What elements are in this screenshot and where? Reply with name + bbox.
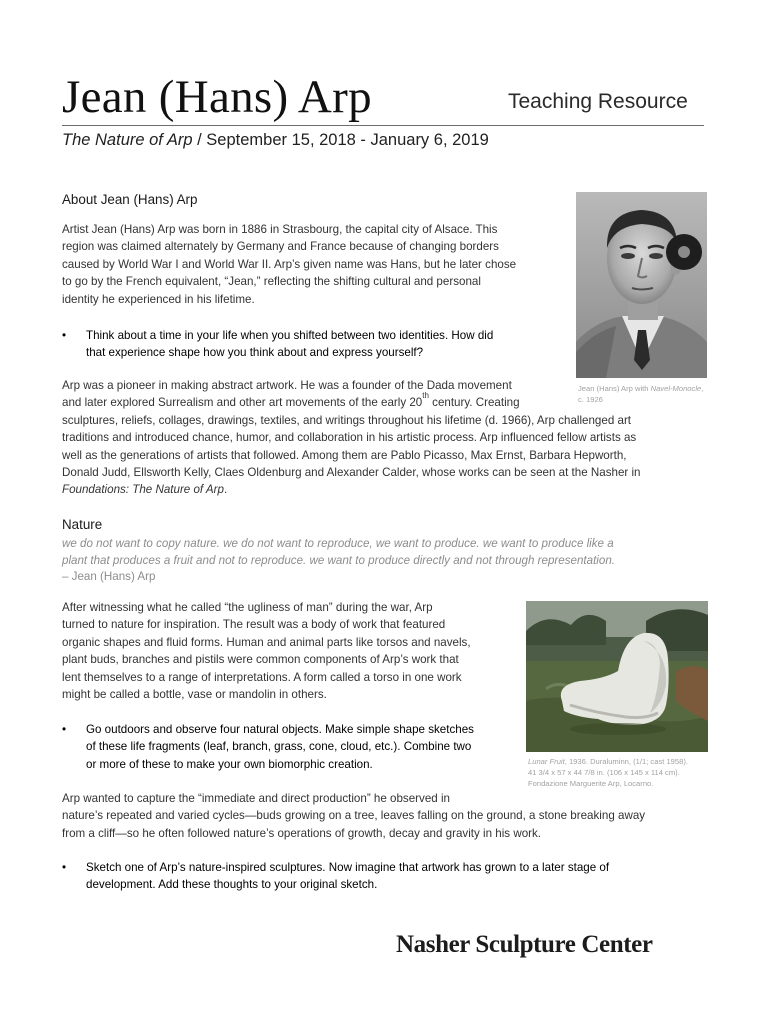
text-line: plant buds, branches and pistils were common components of Arp’s work that bbox=[62, 653, 459, 667]
about-heading: About Jean (Hans) Arp bbox=[62, 192, 198, 207]
bullet-marker: • bbox=[62, 723, 67, 736]
text-line: traditions and introduced chance, humor, and collaboration in his artistic process. Arp influenced fellow artists as bbox=[62, 431, 637, 445]
text-line: Donald Judd, Ellsworth Kelly, Claes Oldenburg and Alexander Calder, whose works can be seen at the Nasher in bbox=[62, 466, 641, 480]
sculpture-illustration bbox=[526, 601, 708, 752]
text-segment: and later explored Surrealism and other art movements of the early 20 bbox=[62, 396, 423, 410]
portrait-illustration bbox=[576, 192, 707, 378]
caption-line: 41 3/4 x 57 x 44 7/8 in. (106 x 145 x 114 cm). bbox=[528, 768, 680, 777]
nature-paragraph-1 bbox=[62, 599, 522, 703]
portrait-photo bbox=[576, 192, 707, 378]
text-line: sculptures, reliefs, collages, drawings, textiles, and writings throughout his lifetime (d. 1966), Arp challenged art bbox=[62, 413, 632, 427]
text-line: or more of these to make your own biomorphic creation. bbox=[86, 757, 373, 771]
artwork-title: Lunar Fruit bbox=[528, 757, 565, 766]
teaching-resource-label: Teaching Resource bbox=[508, 90, 688, 113]
text-line: development. Add these thoughts to your original sketch. bbox=[86, 878, 378, 892]
nasher-logo: Nasher Sculpture Center bbox=[396, 931, 653, 958]
header-rule bbox=[62, 125, 704, 126]
quote-attribution: – Jean (Hans) Arp bbox=[62, 570, 156, 583]
bullet-identity bbox=[62, 327, 562, 363]
text-line: from a cliff—so he often followed nature’s operations of growth, decay and gravity in his work. bbox=[62, 826, 542, 840]
nature-heading: Nature bbox=[62, 517, 103, 532]
caption-line: c. 1926 bbox=[578, 395, 603, 404]
about-paragraph-1 bbox=[62, 221, 572, 308]
artwork-title: Navel-Monocle bbox=[650, 384, 702, 393]
text-line: well as the generations of artists that followed. Among them are Pablo Picasso, Max Ernst, Barbara Hepworth, bbox=[62, 448, 627, 462]
caption-line bbox=[578, 383, 710, 394]
quote-line: we do not want to copy nature. we do not want to reproduce, we want to produce. we want to produce like a bbox=[62, 537, 614, 550]
text-segment: century. Creating bbox=[428, 396, 520, 410]
arp-quote bbox=[62, 535, 707, 569]
text-segment: . bbox=[223, 483, 228, 497]
quote-line: plant that produces a fruit and not to reproduce. we want to produce directly and not through representation. bbox=[62, 554, 615, 568]
text-line bbox=[62, 481, 707, 498]
exhibition-reference: Foundations: The Nature of Arp bbox=[62, 483, 224, 497]
text-line: Arp was a pioneer in making abstract artwork. He was a founder of the Dada movement bbox=[62, 379, 512, 392]
text-line: Go outdoors and observe four natural objects. Make simple shape sketches bbox=[86, 723, 474, 736]
text-line: Arp wanted to capture the “immediate and direct production” he observed in bbox=[62, 792, 450, 805]
exhibition-subtitle bbox=[62, 131, 489, 150]
caption-line bbox=[528, 756, 708, 767]
page-title: Jean (Hans) Arp bbox=[62, 71, 372, 123]
bullet-text bbox=[86, 859, 609, 894]
bullet-marker: • bbox=[62, 861, 67, 874]
nature-paragraph-2 bbox=[62, 790, 707, 842]
text-line: nature’s repeated and varied cycles—buds growing on a tree, leaves falling on the ground, a stone breaking away bbox=[62, 809, 646, 823]
text-line: turned to nature for inspiration. The result was a body of work that featured bbox=[62, 618, 446, 632]
caption-line: Fondazione Marguerite Arp, Locarno. bbox=[528, 779, 654, 788]
bullet-sketch bbox=[62, 859, 707, 895]
portrait-caption bbox=[578, 383, 710, 405]
text-line: of these life fragments (leaf, branch, grass, cone, cloud, etc.). Combine two bbox=[86, 740, 472, 754]
sculpture-photo bbox=[526, 601, 708, 752]
superscript: th bbox=[422, 390, 429, 400]
caption-text: , bbox=[701, 384, 704, 393]
bullet-text bbox=[86, 721, 474, 773]
text-line: Artist Jean (Hans) Arp was born in 1886 in Strasbourg, the capital city of Alsace. This bbox=[62, 223, 498, 236]
caption-text: Jean (Hans) Arp with bbox=[578, 384, 651, 393]
text-line: caused by World War I and World War II. Arp’s given name was Hans, but he later chose bbox=[62, 257, 517, 271]
exhibition-dates: / September 15, 2018 - January 6, 2019 bbox=[192, 131, 489, 149]
text-line: Think about a time in your life when you shifted between two identities. How did bbox=[86, 329, 494, 342]
exhibition-title: The Nature of Arp bbox=[62, 131, 193, 149]
text-line: After witnessing what he called “the ugliness of man” during the war, Arp bbox=[62, 601, 433, 614]
bullet-marker: • bbox=[62, 329, 67, 342]
text-line: that experience shape how you think about and express yourself? bbox=[86, 346, 424, 360]
text-line: region was claimed alternately by Germany and France because of changing borders bbox=[62, 240, 499, 254]
caption-text: , 1936. Duraluminn, (1/1; cast 1958). bbox=[564, 757, 688, 766]
text-line: lent themselves to a range of interpretations. A form called a torso in one work bbox=[62, 670, 462, 684]
text-line: might be called a bottle, vase or mandolin in others. bbox=[62, 688, 327, 702]
sculpture-caption bbox=[528, 756, 708, 789]
bullet-text bbox=[86, 327, 493, 362]
text-line: organic shapes and fluid forms. Human and animal parts like torsos and navels, bbox=[62, 635, 471, 649]
text-line: to go by the French equivalent, “Jean,” reflecting the shifting cultural and personal bbox=[62, 275, 481, 289]
text-line: Sketch one of Arp’s nature-inspired sculptures. Now imagine that artwork has grown to a later stage of bbox=[86, 861, 610, 874]
text-line: identity he experienced in his lifetime. bbox=[62, 292, 255, 306]
bullet-outdoors bbox=[62, 721, 522, 775]
